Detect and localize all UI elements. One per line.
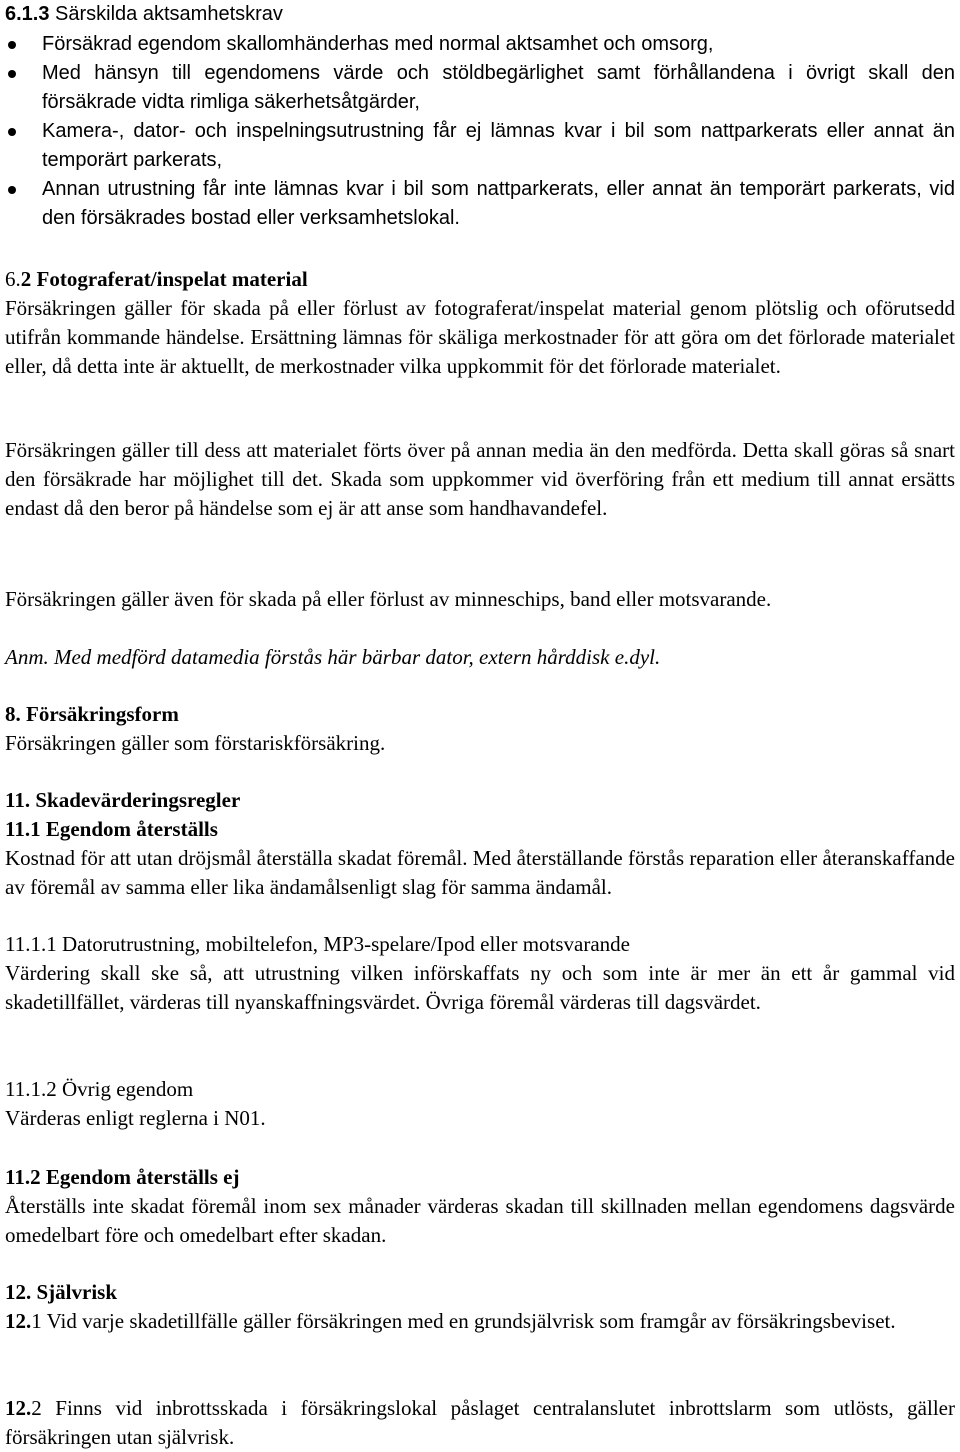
bullet-icon — [8, 41, 16, 49]
bullet-text: Annan utrustning får inte lämnas kvar i bil som nattparkerats, eller annat än temporärt parkerats, vid den försäkrades bostad eller verksamhetslokal. — [42, 178, 955, 229]
section-111-text: Kostnad för att utan dröjsmål återställa skadat föremål. Med återställande förstås reparation eller återanskaffande av föremål av samma eller lika ändamålsenligt slag för samma ändamål. — [5, 846, 955, 899]
section-122-number: 12. — [5, 1396, 32, 1420]
section-121-text: Vid varje skadetillfälle gäller försäkringen med en grundsjälvrisk som framgår av försäkringsbeviset. — [41, 1309, 896, 1333]
bullet-text: Med hänsyn till egendomens värde och stöldbegärlighet samt förhållandena i övrigt skall den försäkrade vidta rimliga säkerhetsåtgärder, — [42, 62, 955, 113]
section-12-heading: 12. Självrisk — [5, 1280, 118, 1304]
bullet-icon — [8, 186, 16, 194]
section-112-text: Återställs inte skadat föremål inom sex månader värderas skadan till skillnaden mellan egendomens dagsvärde omedelbart före och omedelbart efter skadan. — [5, 1194, 955, 1247]
section-121-paragraph — [5, 1307, 955, 1336]
section-62-number: 6. — [5, 267, 21, 291]
section-62-heading — [5, 265, 955, 294]
bullet-item — [5, 59, 955, 117]
section-111-heading: 11.1 Egendom återställs — [5, 817, 218, 841]
section-62-title: Fotograferat/inspelat material — [31, 267, 308, 291]
bullet-icon — [8, 128, 16, 136]
bullet-item — [5, 30, 955, 59]
section-121-number: 12. — [5, 1309, 32, 1333]
section-122-text: Finns vid inbrottsskada i försäkringslokal påslaget centralanslutet inbrottslarm som utlösts, gäller försäkringen utan självrisk. — [5, 1396, 955, 1449]
section-62-paragraph-2: Försäkringen gäller till dess att materialet förts över på annan media än den medförda. Detta skall göras så snart den försäkrade har möjlighet till det. Skada som uppkommer vid överföring från ett medium till annat ersätts endast då den beror på händelse som ej är att anse som handhavandefel. — [5, 438, 955, 520]
section-613-number: 6.1.3 — [5, 3, 50, 25]
section-8-heading: 8. Försäkringsform — [5, 702, 179, 726]
section-62-paragraph-3: Försäkringen gäller även för skada på eller förlust av minneschips, band eller motsvarande. — [5, 587, 772, 611]
section-1112-text: Värderas enligt reglerna i N01. — [5, 1106, 266, 1130]
section-1111-heading: 11.1.1 Datorutrustning, mobiltelefon, MP3-spelare/Ipod eller motsvarande — [5, 932, 630, 956]
section-112-heading: 11.2 Egendom återställs ej — [5, 1165, 240, 1189]
section-62-note: Anm. Med medförd datamedia förstås här bärbar dator, extern hårddisk e.dyl. — [5, 645, 661, 669]
bullet-icon — [8, 70, 16, 78]
bullet-text: Försäkrad egendom skallomhänderhas med normal aktsamhet och omsorg, — [42, 33, 714, 55]
section-613-bullet-list — [5, 30, 955, 233]
section-613-title: Särskilda aktsamhetskrav — [49, 3, 283, 25]
bullet-text: Kamera-, dator- och inspelningsutrustning får ej lämnas kvar i bil som nattparkerats eller annat än temporärt parkerats, — [42, 120, 955, 171]
section-1111-text: Värdering skall ske så, att utrustning vilken införskaffats ny och som inte är mer än ett år gammal vid skadetillfället, värderas till nyanskaffningsvärdet. Övriga föremål värderas till dagsvärdet. — [5, 961, 955, 1014]
section-62-number-rest: 2 — [20, 267, 32, 291]
section-8-text: Försäkringen gäller som förstariskförsäkring. — [5, 731, 386, 755]
section-1112-heading: 11.1.2 Övrig egendom — [5, 1077, 194, 1101]
bullet-item — [5, 175, 955, 233]
section-62-paragraph-1: Försäkringen gäller för skada på eller förlust av fotograferat/inspelat material genom plötslig och oförutsedd utifrån kommande händelse. Ersättning lämnas för skäliga merkostnader för att göra om det förlorade materialet eller, då detta inte är aktuellt, de merkostnader vilka uppkommit för det förlorade materialet. — [5, 296, 955, 378]
section-121-number-rest: 1 — [31, 1309, 42, 1333]
section-122-number-rest: 2 — [31, 1396, 42, 1420]
section-613-heading — [5, 0, 955, 29]
bullet-item — [5, 117, 955, 175]
section-11-heading: 11. Skadevärderingsregler — [5, 788, 241, 812]
section-122-paragraph — [5, 1394, 955, 1452]
